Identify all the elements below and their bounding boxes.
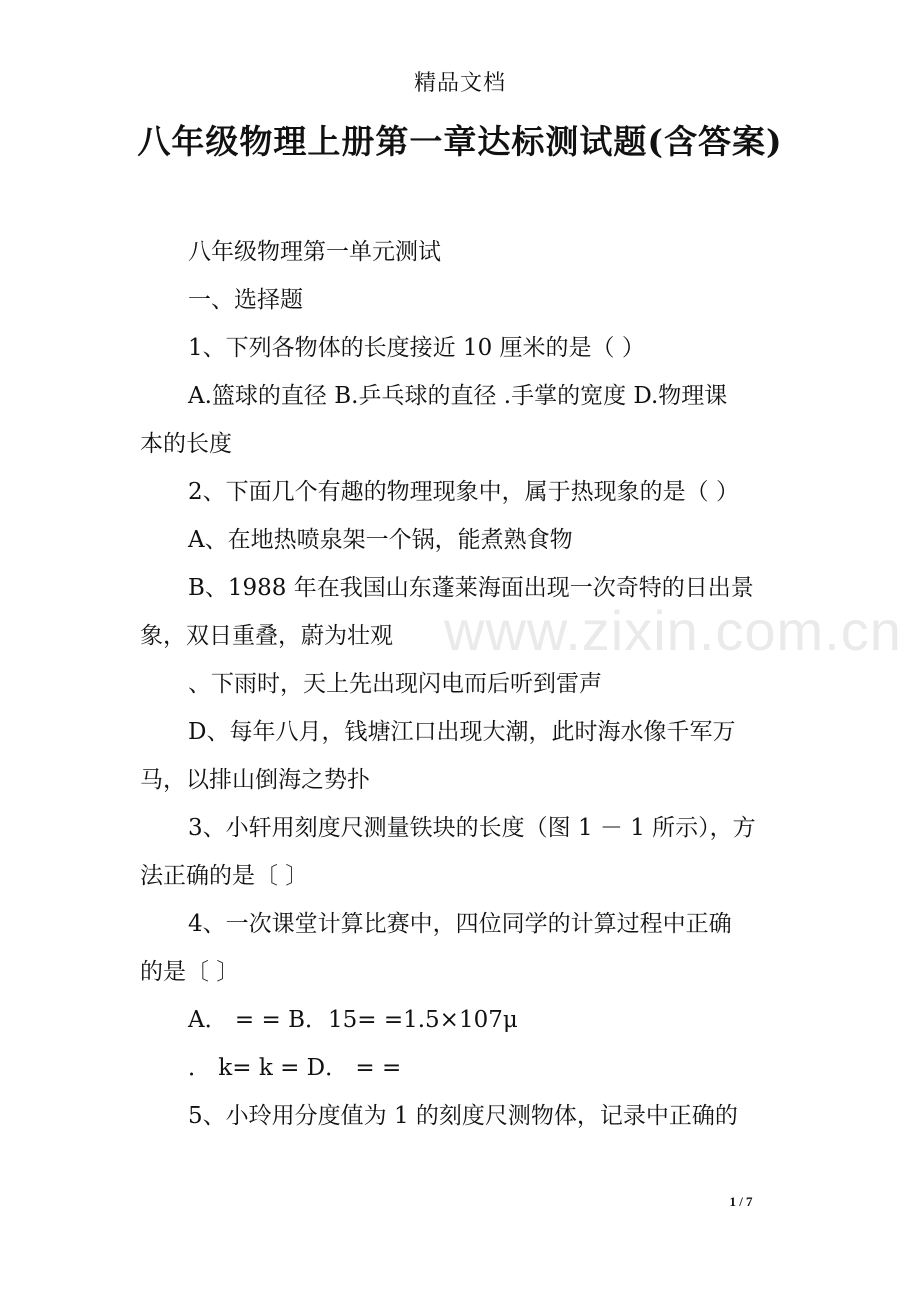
document-body [140,228,785,1140]
text-line: D、每年八月，钱塘江口出现大潮，此时海水像千军万 [188,719,736,745]
text-line: A． = = B．15= =1.5×107μ [188,1007,518,1033]
text-line: 1、下列各物体的长度接近 10 厘米的是（ ） [188,335,645,361]
text-line: A、在地热喷泉架一个锅，能煮熟食物 [188,527,573,553]
text-line: 3、小轩用刻度尺测量铁块的长度（图 1 － 1 所示），方 [188,815,756,841]
document-title: 八年级物理上册第一章达标测试题(含答案) [137,122,783,161]
text-line: 本的长度 [140,431,232,457]
text-line: 马，以排山倒海之势扑 [140,767,370,793]
text-line: 2、下面几个有趣的物理现象中，属于热现象的是（ ） [188,479,739,505]
text-line: 象，双日重叠，蔚为壮观 [140,623,393,649]
text-line: A.篮球的直径 B.乒乓球的直径 .手掌的宽度 D.物理课 [188,383,728,409]
text-line: ． k= k = D． = = [188,1055,402,1081]
text-line: 4、一次课堂计算比赛中，四位同学的计算过程中正确 [188,911,732,937]
text-line: 法正确的是〔 〕 [140,863,309,889]
page-number: 1 / 7 [729,1194,753,1209]
text-line: B、1988 年在我国山东蓬莱海面出现一次奇特的日出景 [188,575,754,601]
text-line: 八年级物理第一单元测试 [188,239,441,265]
text-line: 一、选择题 [188,287,303,313]
text-line: 的是〔 〕 [140,959,240,985]
text-line: 5、小玲用分度值为 1 的刻度尺测物体，记录中正确的 [188,1103,738,1129]
watermark: www.zixin.com.cn [444,599,902,662]
text-line: 、下雨时，天上先出现闪电而后听到雷声 [188,671,602,697]
document-header: 精品文档 [413,71,506,96]
